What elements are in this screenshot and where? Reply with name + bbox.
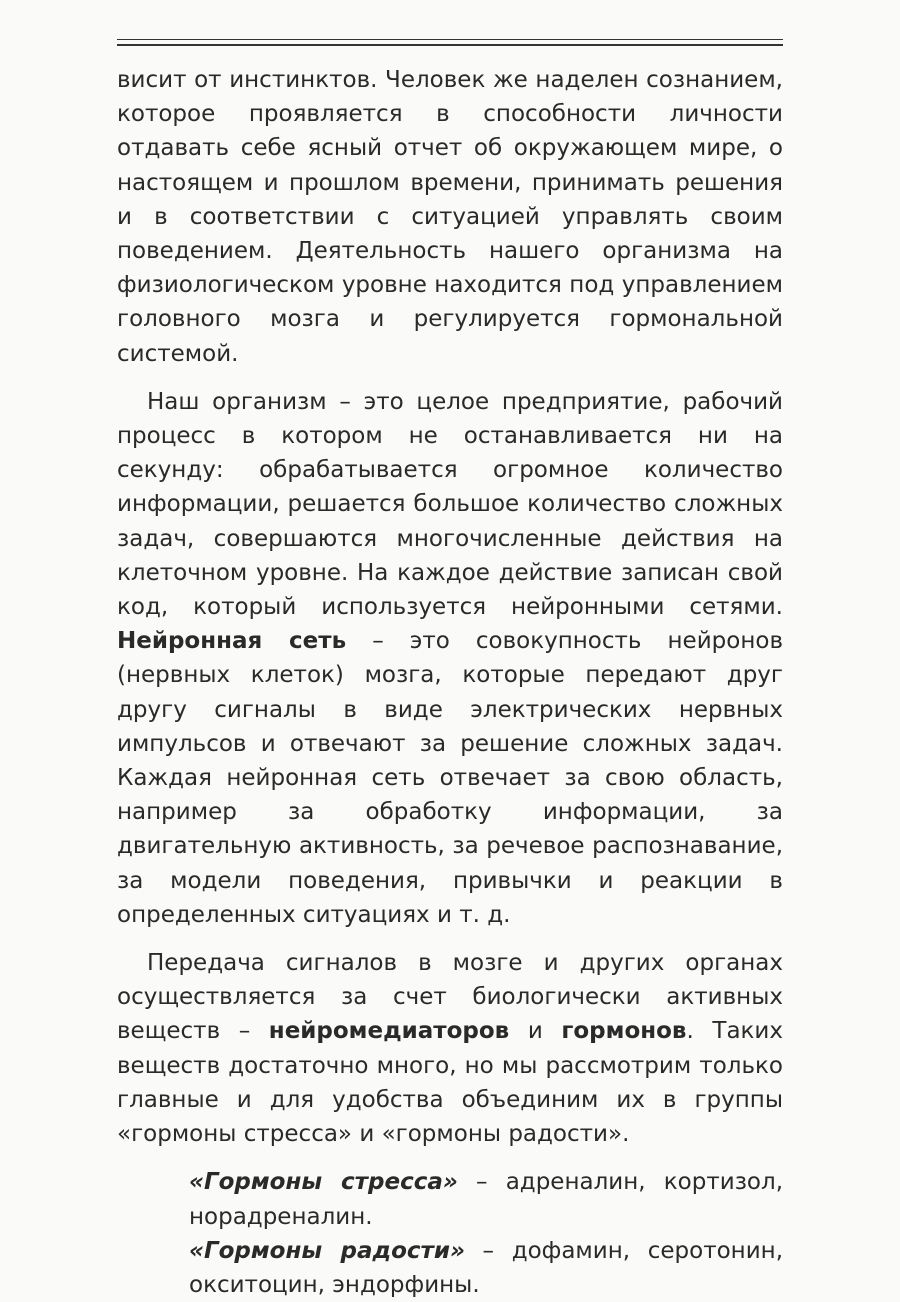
page-body xyxy=(117,63,783,1302)
hormone-group-stress-description: – адреналин, кортизол, норадреналин. xyxy=(189,1169,784,1230)
paragraph-neural-networks-text-end: – это совокупность нейронов (нервных клеток) мозга, которые передают друг другу сигналы в виде электрических нервных импульсов и отвечают за решение сложных задач. Каждая нейронная сеть отвечает за свою область, например за обработку информации, за двигательную активность, за речевое распознавание, за модели поведения, привычки и реакции в определенных ситуациях и т. д. xyxy=(117,628,783,928)
paragraph-signal-text-end: . Таких веществ достаточно много, но мы рассмотрим только главные и для удобства объединим их в группы «гормоны стресса» и «гормоны радости». xyxy=(117,1018,783,1148)
hormone-group-joy xyxy=(117,1234,783,1302)
paragraph-neural-networks-text-start: Наш организм – это целое предприятие, рабочий процесс в котором не останавливается ни на секунду: обрабатывается огромное количество информации, решается большое количество сложных задач, совершаются многочисленные действия на клеточном уровне. На каждое действие записан свой код, который используется нейронными сетями. xyxy=(117,388,783,621)
header-rule-thick xyxy=(117,44,783,46)
paragraph-neural-networks xyxy=(117,385,783,932)
paragraph-signal-transmission xyxy=(117,946,783,1151)
paragraph-signal-text-and: и xyxy=(509,1018,562,1045)
hormone-group-joy-description: – дофамин, серотонин, окситоцин, эндорфины. xyxy=(189,1237,783,1298)
header-rule-thin xyxy=(117,39,783,40)
term-neural-network: Нейронная сеть xyxy=(117,628,347,655)
hormone-group-stress-term: «Гормоны стресса» xyxy=(189,1169,458,1196)
paragraph-consciousness xyxy=(117,63,783,371)
paragraph-consciousness-text: висит от инстинктов. Человек же наделен сознанием, которое проявляется в способности личности отдавать себе ясный отчет об окружающем мире, о настоящем и прошлом времени, принимать решения и в соответствии с ситуацией управлять своим поведением. Деятельность нашего организма на физиологическом уровне находится под управлением головного мозга и регулируется гормональной системой. xyxy=(117,67,783,367)
paragraph-signal-text-start: Передача сигналов в мозге и других органах осуществляется за счет биологически активных веществ – xyxy=(117,950,783,1045)
term-neuromediators: нейромедиаторов xyxy=(268,1018,510,1045)
hormone-group-joy-term: «Гормоны радости» xyxy=(189,1237,465,1264)
term-hormones: гормонов xyxy=(561,1018,687,1045)
